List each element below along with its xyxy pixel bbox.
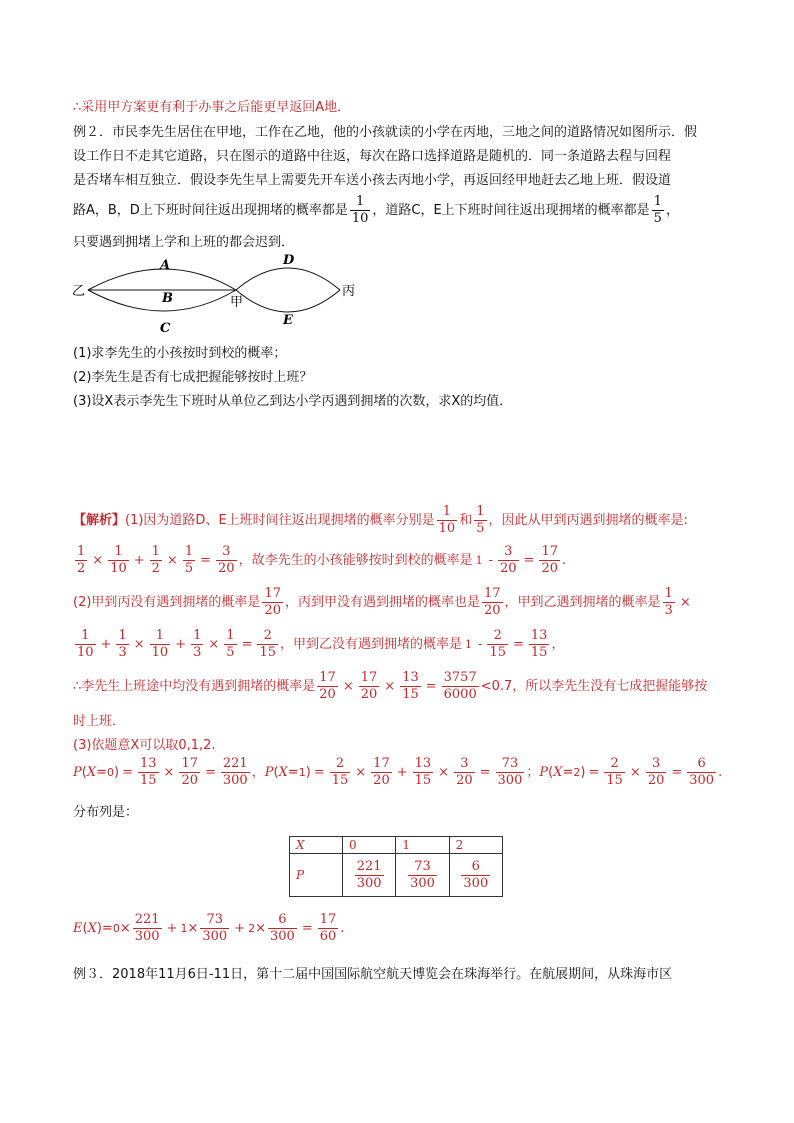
fraction: $\frac{17}{20}$ (181, 756, 198, 788)
table-cell: 1 (396, 837, 449, 854)
fraction: $\frac{1}{10}$ (110, 544, 127, 576)
conclusion-line: ∴采用甲方案更有利于办事之后能更早返回A地． (73, 100, 351, 115)
solution-line-6: 时上班． (73, 714, 126, 729)
fraction: $\frac{3}{20}$ (647, 756, 665, 788)
fraction: $\frac{1}{10}$ (151, 628, 169, 660)
example2-para-4 (73, 194, 679, 228)
label-road-b: B (162, 291, 173, 306)
question-1: (1)求李先生的小孩按时到校的概率； (73, 346, 287, 361)
fraction-1-10: $\frac{1}{10}$ (351, 194, 369, 226)
table-cell: $\frac{221}{300}$ (343, 854, 396, 897)
fraction: $\frac{3}{20}$ (456, 756, 473, 788)
fraction: $\frac{17}{20}$ (541, 544, 558, 576)
solution-tag: 【解析】 (73, 513, 126, 528)
fraction: $\frac{3757}{6000}$ (443, 670, 477, 702)
text: (1)因为道路D、E上班时间往返出现拥堵的概率分别是 (125, 513, 435, 528)
road-e (236, 290, 340, 312)
solution-line-7: (3)依题意X可以取0,1,2. (73, 738, 216, 753)
fraction: $\frac{6}{300}$ (689, 756, 715, 788)
text: ，甲到乙遇到拥堵的概率是 (504, 595, 661, 610)
fraction: $\frac{221}{300}$ (222, 756, 248, 788)
label-road-e: E (283, 313, 293, 328)
fraction: $\frac{1}{3}$ (118, 628, 127, 660)
table-cell: X (290, 837, 343, 854)
table-cell: P (290, 854, 343, 897)
example2-para-3: 是否堵车相互独立．假设李先生早上需要先开车送小孩去丙地小学，再返回经甲地赶去乙地上班．假设道 (73, 173, 672, 188)
text: (2)甲到丙没有遇到拥堵的概率是 (73, 595, 261, 610)
fraction: $\frac{1}{2}$ (77, 544, 86, 576)
solution-line-3: (2)甲到丙没有遇到拥堵的概率是 $\frac{17}{20}$ ，丙到甲没有遇到拥堵的概率也是 $\frac{17}{20}$ ，甲到乙遇到拥堵的概率是 $\frac{1}{3}$ × (73, 586, 691, 618)
fraction: $\frac{17}{20}$ (360, 670, 378, 702)
fraction: $\frac{17}{20}$ (483, 586, 501, 618)
text: ，丙到甲没有遇到拥堵的概率也是 (284, 595, 480, 610)
fraction: $\frac{17}{20}$ (264, 586, 281, 618)
expectation-line: E(X)=0× $\frac{221}{300}$ + 1× $\frac{73}{300}$ + 2× $\frac{6}{300}$ = $\frac{17}{60}$ . (73, 912, 345, 944)
fraction: $\frac{17}{20}$ (319, 670, 336, 702)
fraction: $\frac{17}{20}$ (373, 756, 390, 788)
fraction: $\frac{2}{15}$ (489, 628, 506, 660)
example2-para-1: 例２．市民李先生居住在甲地，工作在乙地，他的小孩就读的小学在丙地，三地之间的道路情况如图所示．假 (73, 125, 698, 140)
text: ，故李先生的小孩能够按时到校的概率是 (238, 553, 473, 568)
label-road-d: D (283, 253, 295, 268)
fraction: $\frac{221}{300}$ (134, 912, 160, 944)
solution-line-2: $\frac{1}{2}$ × $\frac{1}{10}$ + $\frac{1}{2}$ × $\frac{1}{5}$ = $\frac{3}{20}$ ，故李先生的小孩能够按时到校的概率是 1 - $\frac{3}{20}$ = $\frac{17}{20}$ . (77, 544, 567, 576)
table-row (290, 837, 503, 854)
question-3: (3)设X表示李先生下班时从单位乙到达小学丙遇到拥堵的次数，求X的均值． (73, 394, 513, 409)
fraction: $\frac{3}{20}$ (218, 544, 235, 576)
fraction: $\frac{1}{3}$ (193, 628, 202, 660)
question-2: (2)李先生是否有七成把握能够按时上班？ (73, 370, 313, 385)
label-yi: 乙 (72, 284, 86, 299)
text: <0.7，所以李先生没有七成把握能够按 (480, 679, 708, 694)
label-jia: 甲 (230, 295, 244, 310)
fraction-1-5: $\frac{1}{5}$ (653, 194, 662, 226)
label-road-c: C (160, 321, 171, 336)
table-cell: 0 (343, 837, 396, 854)
fraction: $\frac{1}{5}$ (184, 544, 194, 576)
distribution-label: 分布列是： (73, 805, 139, 820)
example2-para-2: 设工作日不走其它道路，只在图示的道路中往返，每次在路口选择道路是随机的．同一条道路去程与回程 (73, 149, 672, 164)
road-d (236, 268, 340, 290)
solution-line-4: $\frac{1}{10}$ + $\frac{1}{3}$ × $\frac{1}{10}$ + $\frac{1}{3}$ × $\frac{1}{5}$ = $\frac{2}{15}$ ，甲到乙没有遇到拥堵的概率是 1 - $\frac{2}{15}$ = $\frac{13}{15}$ ， (77, 628, 565, 660)
fraction: $\frac{2}{15}$ (606, 756, 623, 788)
text: ，因此从甲到丙遇到拥堵的概率是: (488, 513, 688, 528)
text: ， (665, 203, 679, 218)
example2-para-5: 只要遇到拥堵上学和上班的都会迟到． (73, 235, 295, 250)
fraction: $\frac{13}{15}$ (530, 628, 548, 660)
fraction: $\frac{17}{60}$ (319, 912, 337, 944)
fraction: $\frac{13}{15}$ (414, 756, 432, 788)
solution-line-1 (73, 504, 688, 538)
road-diagram (70, 250, 370, 340)
fraction: $\frac{73}{300}$ (202, 912, 228, 944)
fraction: $\frac{2}{15}$ (259, 628, 277, 660)
fraction: $\frac{1}{5}$ (476, 504, 485, 536)
table-row (290, 854, 503, 897)
fraction: $\frac{13}{15}$ (139, 756, 157, 788)
fraction: $\frac{1}{5}$ (226, 628, 235, 660)
fraction: $\frac{1}{3}$ (664, 586, 673, 618)
text: 和 (459, 513, 473, 528)
fraction: $\frac{3}{20}$ (499, 544, 517, 576)
table-cell: $\frac{73}{300}$ (396, 854, 449, 897)
fraction: $\frac{73}{300}$ (497, 756, 523, 788)
label-road-a: A (160, 258, 171, 273)
label-bing: 丙 (342, 284, 356, 299)
fraction: $\frac{2}{15}$ (331, 756, 349, 788)
text: ，甲到乙没有遇到拥堵的概率是 (280, 637, 463, 652)
fraction: $\frac{6}{300}$ (270, 912, 295, 944)
fraction: $\frac{1}{10}$ (77, 628, 94, 660)
solution-line-5: ∴李先生上班途中均没有遇到拥堵的概率是 $\frac{17}{20}$ × $\frac{17}{20}$ × $\frac{13}{15}$ = $\frac{3757}{6000}$ <0.7，所以李先生没有七成把握能够按 (73, 670, 708, 702)
fraction: $\frac{1}{2}$ (151, 544, 160, 576)
text: 路A，B，D上下班时间往返出现拥堵的概率都是 (73, 203, 348, 218)
distribution-table (289, 836, 503, 897)
example3-line: 例３．2018年11月6日-11日，第十二届中国国际航空航天博览会在珠海举行。在航展期间，从珠海市区 (73, 967, 673, 982)
fraction: $\frac{1}{10}$ (438, 504, 456, 536)
table-cell: 2 (449, 837, 502, 854)
text: ，道路C，E上下班时间往返出现拥堵的概率都是 (372, 203, 650, 218)
solution-line-8: P(X=0) = $\frac{13}{15}$ × $\frac{17}{20}$ = $\frac{221}{300}$ ，P(X=1) = $\frac{2}{15}$ × $\frac{17}{20}$ + $\frac{13}{15}$ × $\frac{3}{20}$ = $\frac{73}{300}$ ；P(X=2) = $\frac{2}{15}$ × $\frac{3}{20}$ = $\frac{6}{300}$ . (73, 756, 723, 788)
table-cell: $\frac{6}{300}$ (449, 854, 502, 897)
fraction: $\frac{13}{15}$ (402, 670, 419, 702)
text: ∴李先生上班途中均没有遇到拥堵的概率是 (73, 679, 316, 694)
